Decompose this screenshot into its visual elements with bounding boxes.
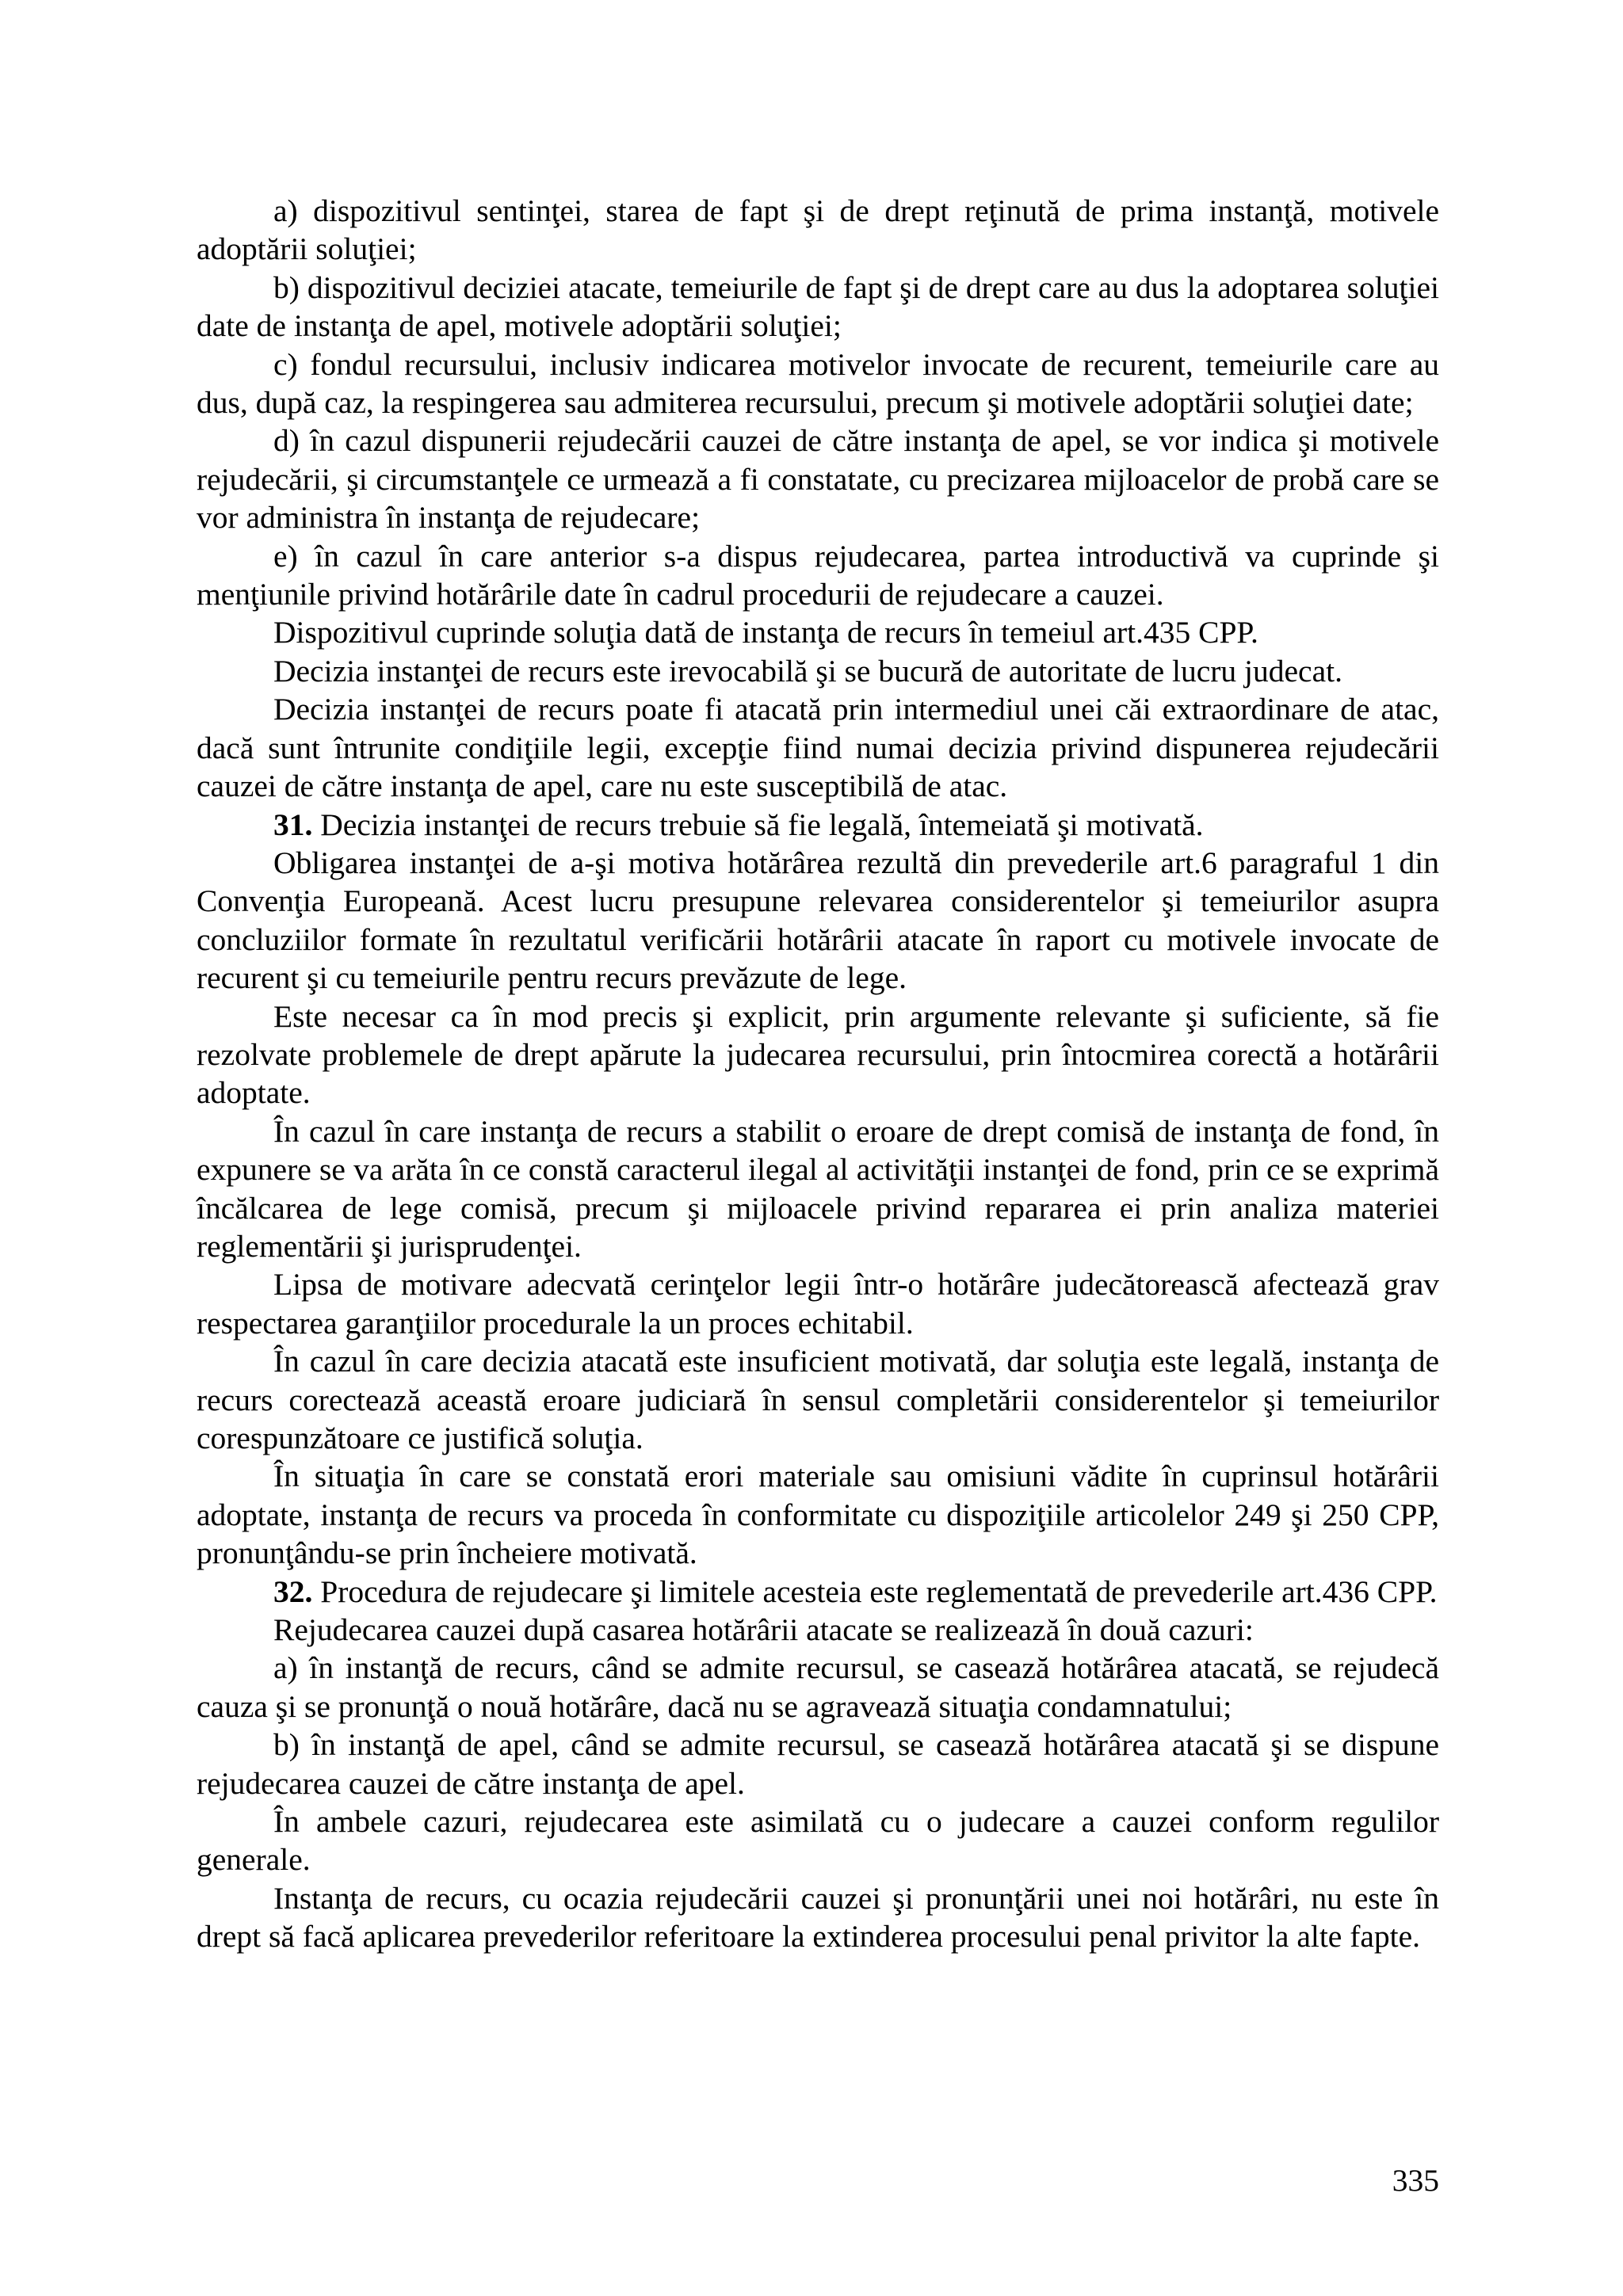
paragraph-cale-extraordinara: Decizia instanţei de recurs poate fi atacată prin intermediul unei căi extraordinare de atac, dacă sunt întrunite condiţiile legii, excepţie fiind numai decizia privind dispunerea rejudecării cauzei de către instanţa de apel, care nu este susceptibilă de atac.	[197, 692, 1439, 804]
paragraph-item-b-second: b) în instanţă de apel, când se admite recursul, se casează hotărârea atacată şi se dispune rejudecarea cauzei de către instanţa de apel.	[197, 1727, 1439, 1801]
section-number-31: 31.	[273, 807, 313, 842]
paragraph-obligarea: Obligarea instanţei de a-şi motiva hotărârea rezultă din prevederile art.6 paragraful 1 din Convenţia Europeană. Acest lucru presupune relevarea considerentelor şi temeiurilor asupra concluziilor formate în rezultatul verificării hotărârii atacate în raport cu motivele invocate de recurent şi cu temeiurile pentru recurs prevăzute de lege.	[197, 845, 1439, 996]
paragraph-section-31	[197, 806, 1439, 844]
page-body	[197, 192, 1439, 1956]
paragraph-extindere: Instanţa de recurs, cu ocazia rejudecării cauzei şi pronunţării unei noi hotărâri, nu este în drept să facă aplicarea prevederilor referitoare la extinderea procesului penal privitor la alte fapte.	[197, 1880, 1439, 1955]
paragraph-rejudecare-cazuri: Rejudecarea cauzei după casarea hotărârii atacate se realizează în două cazuri:	[273, 1612, 1254, 1648]
paragraph-eroare-drept: În cazul în care instanţa de recurs a stabilit o eroare de drept comisă de instanţa de fond, în expunere se va arăta în ce constă caracterul ilegal al activităţii instanţei de fond, prin ce se exprimă încălcarea de lege comisă, precum şi mijloacele privind repararea ei prin analiza materiei reglementării şi jurisprudenţei.	[197, 1113, 1439, 1264]
paragraph-section-32	[197, 1573, 1439, 1611]
section-number-32: 32.	[273, 1573, 313, 1609]
paragraph-item-a-first: a) dispozitivul sentinţei, starea de fapt şi de drept reţinută de prima instanţă, motivele adoptării soluţiei;	[197, 193, 1439, 267]
paragraph-item-a-second: a) în instanţă de recurs, când se admite recursul, se casează hotărârea atacată, se rejudecă cauza şi se pronunţă o nouă hotărâre, dacă nu se agravează situaţia condamnatului;	[197, 1650, 1439, 1724]
paragraph-necesar: Este necesar ca în mod precis şi explicit, prin argumente relevante şi suficiente, să fie rezolvate problemele de drept apărute la judecarea recursului, prin întocmirea corectă a hotărârii adoptate.	[197, 998, 1439, 1111]
paragraph-lipsa-motivare: Lipsa de motivare adecvată cerinţelor legii într-o hotărâre judecătorească afectează grav respectarea garanţiilor procedurale la un proces echitabil.	[197, 1267, 1439, 1341]
page-number: 335	[1392, 2163, 1439, 2198]
paragraph-item-e: e) în cazul în care anterior s-a dispus rejudecarea, partea introductivă va cuprinde şi menţiunile privind hotărârile date în cadrul procedurii de rejudecare a cauzei.	[197, 538, 1439, 612]
paragraph-dispozitiv: Dispozitivul cuprinde soluţia dată de instanţa de recurs în temeiul art.435 CPP.	[273, 615, 1258, 650]
paragraph-item-b-first: b) dispozitivul deciziei atacate, temeiurile de fapt şi de drept care au dus la adoptarea soluţiei date de instanţa de apel, motivele adoptării soluţiei;	[197, 269, 1439, 344]
paragraph-ambele-cazuri: În ambele cazuri, rejudecarea este asimilată cu o judecare a cauzei conform regulilor generale.	[197, 1804, 1439, 1878]
section-32-text: Procedura de rejudecare şi limitele acesteia este reglementată de prevederile art.436 CPP.	[312, 1573, 1438, 1609]
paragraph-item-d: d) în cazul dispunerii rejudecării cauzei de către instanţa de apel, se vor indica şi motivele rejudecării, şi circumstanţele ce urmează a fi constatate, cu precizarea mijloacelor de probă care se vor administra în instanţa de rejudecare;	[197, 423, 1439, 536]
paragraph-erori-materiale: În situaţia în care se constată erori materiale sau omisiuni vădite în cuprinsul hotărârii adoptate, instanţa de recurs va proceda în conformitate cu dispoziţiile articolelor 249 şi 250 CPP, pronunţându-se prin încheiere motivată.	[197, 1459, 1439, 1571]
section-31-text: Decizia instanţei de recurs trebuie să fie legală, întemeiată şi motivată.	[312, 807, 1204, 842]
paragraph-irevocabila: Decizia instanţei de recurs este irevocabilă şi se bucură de autoritate de lucru judecat.	[273, 653, 1342, 688]
paragraph-insuficient-motivata: În cazul în care decizia atacată este insuficient motivată, dar soluţia este legală, instanţa de recurs corectează această eroare judiciară în sensul completării considerentelor şi temeiurilor corespunzătoare ce justifică soluţia.	[197, 1344, 1439, 1455]
paragraph-item-c: c) fondul recursului, inclusiv indicarea motivelor invocate de recurent, temeiurile care au dus, după caz, la respingerea sau admiterea recursului, precum şi motivele adoptării soluţiei date;	[197, 346, 1439, 421]
